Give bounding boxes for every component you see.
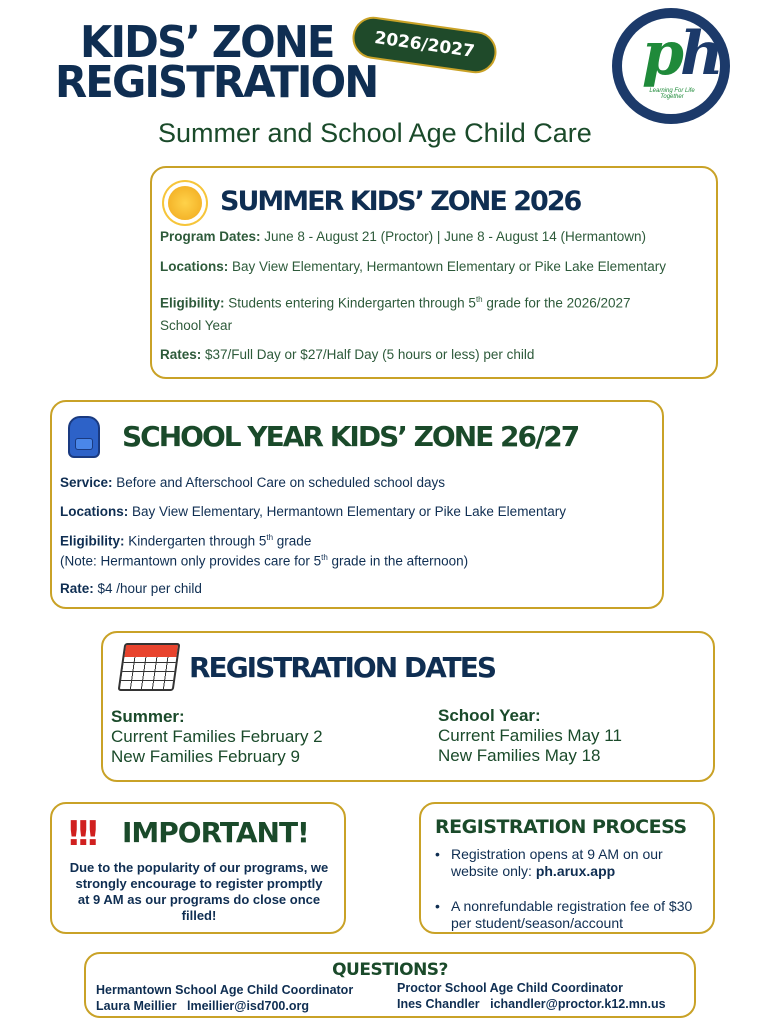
summer-section <box>150 166 718 379</box>
sun-icon <box>168 186 202 220</box>
coordinator-name: Laura Meillier <box>96 999 177 1013</box>
process-item: • Registration opens at 9 AM on our website only: ph.arux.app <box>435 846 663 879</box>
school-current: Current Families May 11 <box>438 726 622 745</box>
questions-section <box>84 952 696 1018</box>
service: Before and Afterschool Care on scheduled school days <box>112 475 446 490</box>
eligibility: grade <box>273 533 312 549</box>
important-section <box>50 802 346 934</box>
label: Program Dates: <box>160 229 261 244</box>
important-text: Due to the popularity of our programs, we strongly encourage to register promptly at 9 AM as our programs do close once filled! <box>69 860 329 923</box>
eligibility: School Year <box>160 317 233 333</box>
note: (Note: Hermantown only provides care for 5 <box>60 553 322 568</box>
summer-title: SUMMER KIDS’ ZONE 2026 <box>220 186 581 217</box>
label: Rate: <box>60 581 94 596</box>
ph-logo: ph Learning For Life Together <box>612 8 730 124</box>
exclamation-icon: !!! <box>66 814 95 854</box>
eligibility: grade for the 2026/2027 <box>482 295 631 311</box>
eligibility: Students entering Kindergarten through 5 <box>224 295 476 311</box>
coordinator-role: Hermantown School Age Child Coordinator <box>96 983 354 997</box>
calendar-icon <box>118 643 181 691</box>
questions-title: QUESTIONS? <box>332 960 448 980</box>
website-link[interactable]: ph.arux.app <box>535 863 616 879</box>
registration-dates-section <box>101 631 715 782</box>
label: Eligibility: <box>60 533 125 549</box>
school-label: School Year: <box>438 706 541 725</box>
process-title: REGISTRATION PROCESS <box>435 816 687 838</box>
process-text: A nonrefundable registration fee of $30 per student/season/account <box>451 898 693 931</box>
label: Locations: <box>160 259 229 274</box>
label: Service: <box>60 475 113 490</box>
summer-current: Current Families February 2 <box>111 727 323 746</box>
subtitle: Summer and School Age Child Care <box>158 118 592 148</box>
process-item: • A nonrefundable registration fee of $30 per student/season/account <box>435 898 693 931</box>
school-year-section <box>50 400 664 609</box>
year-badge: 2026/2027 <box>350 14 499 76</box>
sup: th <box>475 295 483 304</box>
rates: $37/Full Day or $27/Half Day (5 hours or less) per child <box>201 347 535 362</box>
sup: th <box>321 552 328 562</box>
label: Rates: <box>160 347 202 362</box>
eligibility: Kindergarten through 5 <box>124 533 267 549</box>
note: grade in the afternoon) <box>327 553 469 568</box>
coordinator-email[interactable]: lmeillier@isd700.org <box>187 999 309 1013</box>
summer-new: New Families February 9 <box>111 747 300 766</box>
label: Eligibility: <box>160 295 225 311</box>
sup: th <box>266 533 274 542</box>
program-dates: June 8 - August 21 (Proctor) | June 8 - August 14 (Hermantown) <box>260 229 646 244</box>
logo-tagline: Learning For Life Together <box>649 88 695 100</box>
coordinator-name: Ines Chandler <box>397 997 480 1011</box>
school-new: New Families May 18 <box>438 746 601 765</box>
summer-label: Summer: <box>111 707 185 726</box>
school-year-title: SCHOOL YEAR KIDS’ ZONE 26/27 <box>122 420 579 453</box>
title-line-2: REGISTRATION <box>55 57 378 108</box>
backpack-icon <box>68 416 100 458</box>
registration-dates-title: REGISTRATION DATES <box>189 651 496 684</box>
registration-process-section <box>419 802 715 934</box>
label: Locations: <box>60 504 129 519</box>
process-text: Registration opens at 9 AM on our website only: <box>451 846 663 879</box>
important-title: IMPORTANT! <box>122 816 309 849</box>
locations: Bay View Elementary, Hermantown Elementary or Pike Lake Elementary <box>128 504 566 519</box>
locations: Bay View Elementary, Hermantown Elementary or Pike Lake Elementary <box>228 259 666 274</box>
coordinator-email[interactable]: ichandler@proctor.k12.mn.us <box>490 997 666 1011</box>
rate: $4 /hour per child <box>93 581 202 596</box>
coordinator-role: Proctor School Age Child Coordinator <box>397 981 623 995</box>
title-line-1: KIDS’ ZONE <box>80 17 334 68</box>
